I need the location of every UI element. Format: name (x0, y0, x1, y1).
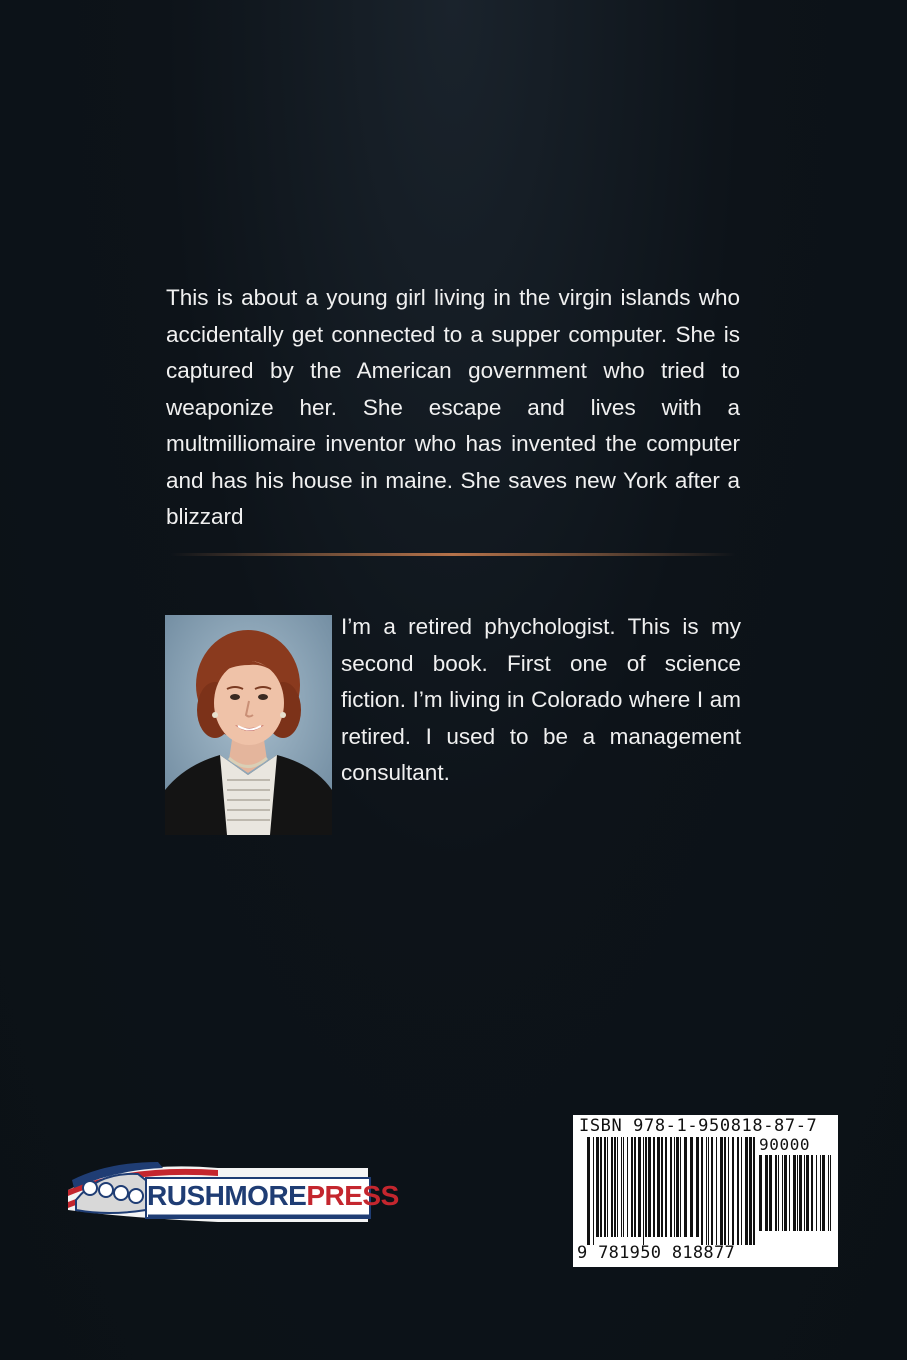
barcode-bar (627, 1137, 628, 1237)
barcode-bar (782, 1155, 783, 1231)
barcode-bar (806, 1155, 809, 1231)
barcode-bar (604, 1137, 606, 1237)
barcode-bar (674, 1137, 675, 1237)
price-barcode (759, 1155, 831, 1239)
publisher-name (147, 1180, 399, 1212)
barcode-bar (724, 1137, 726, 1245)
barcode-bar (745, 1137, 748, 1245)
barcode-bar (793, 1155, 796, 1231)
barcode-bar (753, 1137, 755, 1245)
barcode-bar (661, 1137, 663, 1237)
barcode-bar (676, 1137, 679, 1237)
barcode-bar (820, 1155, 821, 1231)
barcode-bar (648, 1137, 651, 1237)
barcode-bar (670, 1137, 672, 1237)
author-bio: I’m a retired phychologist. This is my second book. First one of science fiction. I’m living in Colorado where I am retired. I used to be a management consultant. (341, 614, 741, 785)
barcode-bar (645, 1137, 647, 1237)
barcode-bar (720, 1137, 723, 1245)
barcode-bar (828, 1155, 829, 1231)
barcode-bar (769, 1155, 772, 1231)
barcode-bar (728, 1137, 729, 1245)
barcode-bar (621, 1137, 622, 1237)
publisher-name-part2: PRESS (306, 1180, 399, 1211)
synopsis-text: This is about a young girl living in the virgin islands who accidentally get connected to a supper computer. She is captured by the American government who tried to weaponize her. She escape and lives with a multmilliomaire inventor who has invented the computer and has his house in maine. She saves new York after a blizzard (166, 285, 740, 529)
barcode-bar (797, 1155, 798, 1231)
barcode-bar (631, 1137, 633, 1237)
barcode-bar (711, 1137, 713, 1245)
isbn-barcode (573, 1115, 838, 1267)
ean-barcode (587, 1137, 757, 1245)
barcode-bar (765, 1155, 768, 1231)
barcode-bar (696, 1137, 699, 1237)
barcode-bar (749, 1137, 752, 1245)
author-photo (165, 615, 332, 835)
barcode-bar (665, 1137, 667, 1237)
barcode-bar (822, 1155, 825, 1231)
barcode-bar (680, 1137, 681, 1237)
barcode-bar (716, 1137, 717, 1245)
barcode-bar (684, 1137, 687, 1237)
barcode-bar (830, 1155, 831, 1231)
barcode-bar (816, 1155, 817, 1231)
barcode-bar (643, 1137, 644, 1245)
barcode-bar (617, 1137, 618, 1237)
barcode-bar (611, 1137, 613, 1237)
author-portrait-icon (165, 615, 332, 835)
barcode-bar (653, 1137, 655, 1237)
barcode-bar (596, 1137, 599, 1237)
barcode-bar (759, 1155, 762, 1231)
barcode-bar (638, 1137, 641, 1237)
publisher-name-part1: RUSHMORE (147, 1180, 307, 1211)
divider-line (170, 553, 736, 556)
barcode-bar (623, 1137, 624, 1237)
barcode-bar (600, 1137, 602, 1237)
barcode-bar (607, 1137, 608, 1237)
barcode-bar (634, 1137, 636, 1237)
barcode-bar (799, 1155, 802, 1231)
barcode-bar (778, 1155, 779, 1231)
barcode-bar (811, 1155, 813, 1231)
barcode-bar (706, 1137, 707, 1245)
barcode-bar (775, 1155, 777, 1231)
barcode-bar (741, 1137, 742, 1245)
barcode-bar (690, 1137, 693, 1237)
barcode-bar (804, 1155, 805, 1231)
barcode-bar (593, 1137, 594, 1245)
barcode-bar (701, 1137, 703, 1245)
isbn-label: ISBN 978-1-950818-87-7 (579, 1116, 818, 1136)
barcode-bar (732, 1137, 734, 1245)
barcode-bar (708, 1137, 709, 1245)
barcode-bar (614, 1137, 616, 1237)
barcode-bar (789, 1155, 790, 1231)
barcode-bar (657, 1137, 660, 1237)
price-code: 90000 (759, 1135, 811, 1154)
ean-digits: 9 781950 818877 (577, 1243, 736, 1263)
barcode-bar (587, 1137, 590, 1245)
barcode-bar (737, 1137, 739, 1245)
barcode-bar (784, 1155, 787, 1231)
